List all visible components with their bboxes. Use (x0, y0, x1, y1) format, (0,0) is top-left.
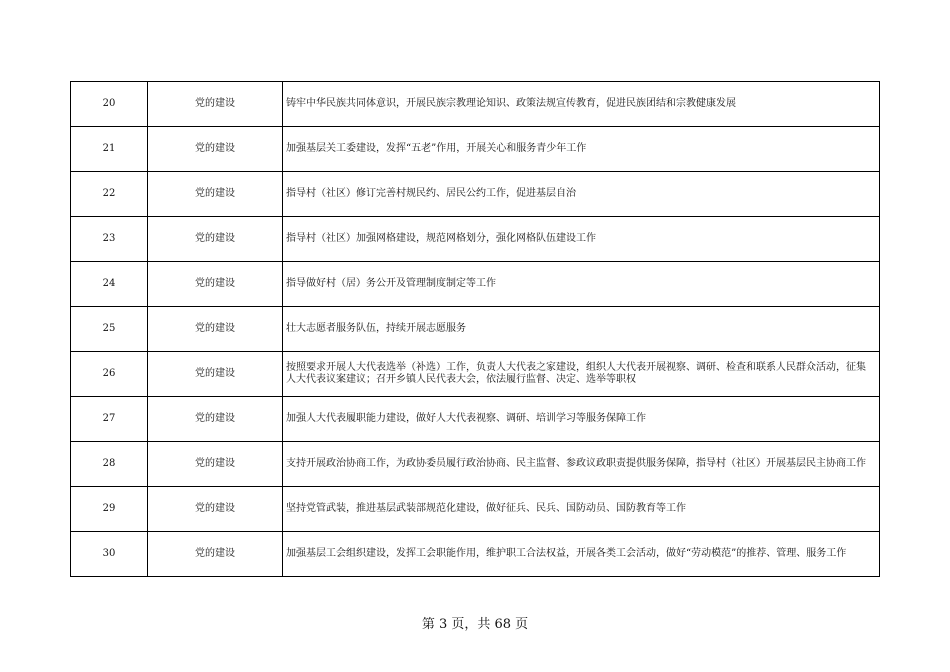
row-number-cell: 20 (71, 82, 148, 127)
table-body (71, 82, 880, 577)
task-content-cell: 坚持党管武装，推进基层武装部规范化建设，做好征兵、民兵、国防动员、国防教育等工作 (283, 487, 880, 532)
table-row (71, 487, 880, 532)
row-number-cell: 23 (71, 217, 148, 262)
table-row (71, 172, 880, 217)
category-cell: 党的建设 (148, 352, 283, 397)
task-content-cell: 加强基层工会组织建设，发挥工会职能作用，维护职工合法权益，开展各类工会活动，做好“劳动模范”的推荐、管理、服务工作 (283, 532, 880, 577)
table-row (71, 127, 880, 172)
category-cell: 党的建设 (148, 442, 283, 487)
table-row (71, 82, 880, 127)
category-cell: 党的建设 (148, 172, 283, 217)
category-cell: 党的建设 (148, 82, 283, 127)
category-cell: 党的建设 (148, 127, 283, 172)
row-number-cell: 24 (71, 262, 148, 307)
table-row (71, 352, 880, 397)
table-row (71, 217, 880, 262)
table-row (71, 307, 880, 352)
table-row (71, 532, 880, 577)
category-cell: 党的建设 (148, 397, 283, 442)
task-table (70, 81, 880, 577)
task-content-cell: 加强基层关工委建设，发挥“五老”作用，开展关心和服务青少年工作 (283, 127, 880, 172)
task-content-cell: 加强人大代表履职能力建设，做好人大代表视察、调研、培训学习等服务保障工作 (283, 397, 880, 442)
task-content-cell: 指导村（社区）修订完善村规民约、居民公约工作，促进基层自治 (283, 172, 880, 217)
task-content-cell: 指导村（社区）加强网格建设，规范网格划分，强化网格队伍建设工作 (283, 217, 880, 262)
task-content-cell: 铸牢中华民族共同体意识，开展民族宗教理论知识、政策法规宣传教育，促进民族团结和宗教健康发展 (283, 82, 880, 127)
row-number-cell: 28 (71, 442, 148, 487)
category-cell: 党的建设 (148, 487, 283, 532)
table-row (71, 442, 880, 487)
table-row (71, 262, 880, 307)
task-content-cell: 壮大志愿者服务队伍，持续开展志愿服务 (283, 307, 880, 352)
category-cell: 党的建设 (148, 217, 283, 262)
task-content-cell: 按照要求开展人大代表选举（补选）工作，负责人大代表之家建设，组织人大代表开展视察、调研、检查和联系人民群众活动，征集人大代表议案建议；召开乡镇人民代表大会，依法履行监督、决定、选举等职权 (283, 352, 880, 397)
table-row (71, 397, 880, 442)
page-number: 第 3 页，共 68 页 (421, 617, 529, 632)
task-content-cell: 指导做好村（居）务公开及管理制度制定等工作 (283, 262, 880, 307)
row-number-cell: 30 (71, 532, 148, 577)
row-number-cell: 22 (71, 172, 148, 217)
row-number-cell: 29 (71, 487, 148, 532)
row-number-cell: 26 (71, 352, 148, 397)
task-content-cell: 支持开展政治协商工作，为政协委员履行政治协商、民主监督、参政议政职责提供服务保障，指导村（社区）开展基层民主协商工作 (283, 442, 880, 487)
category-cell: 党的建设 (148, 307, 283, 352)
category-cell: 党的建设 (148, 532, 283, 577)
category-cell: 党的建设 (148, 262, 283, 307)
row-number-cell: 21 (71, 127, 148, 172)
row-number-cell: 25 (71, 307, 148, 352)
row-number-cell: 27 (71, 397, 148, 442)
